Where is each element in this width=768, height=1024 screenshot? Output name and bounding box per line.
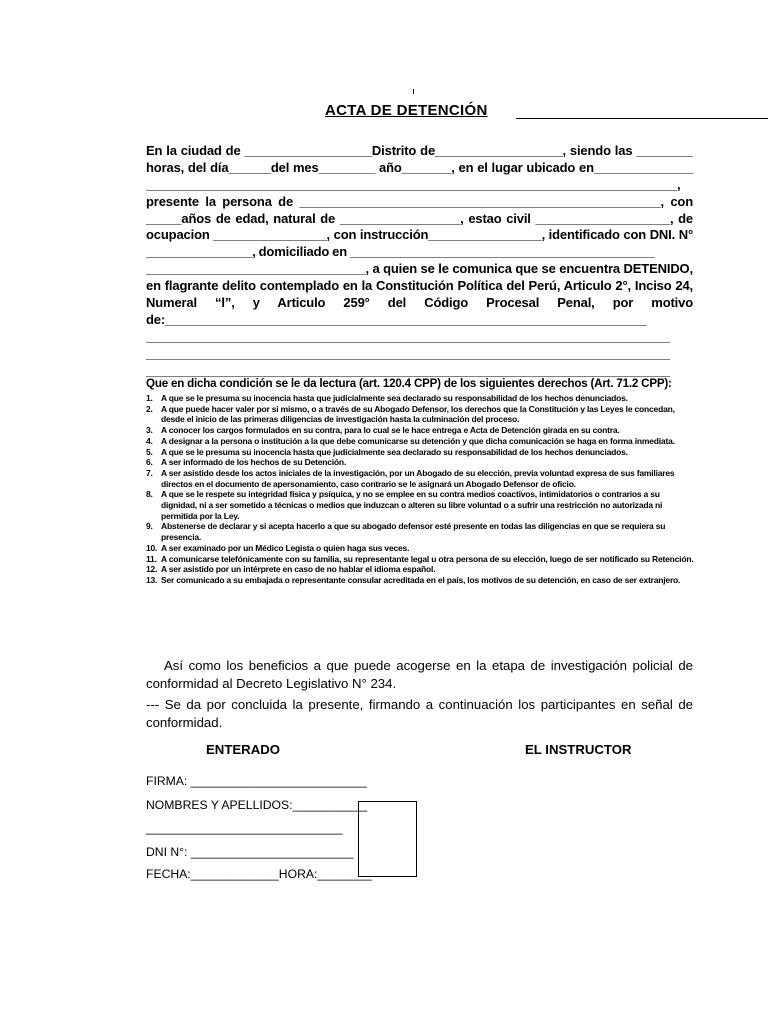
right-text: A que se le respete su integridad física y psíquica, y no se emplee en su contra medios coactivos, intimidatorios o contrarios a su dignidad, ni a ser sometido a técnicas o medios que induzcan o alteren su libre voluntad o a sufrir una restricción no autorizada ni permitida por la Ley. (161, 489, 663, 521)
right-number: 4. (146, 435, 153, 446)
nombres-continuation-field: _____________________________ (146, 821, 343, 835)
right-item (146, 489, 694, 521)
right-item (146, 447, 694, 458)
right-item (146, 404, 694, 425)
right-item (146, 543, 694, 554)
body-line-1: En la ciudad de __________________Distrito de__________________, siendo las ________ (146, 143, 693, 158)
header-tick-mark (413, 89, 414, 94)
signature-heading-instructor: EL INSTRUCTOR (525, 742, 632, 757)
right-number: 8. (146, 489, 153, 500)
right-item (146, 436, 694, 447)
body-line-8: _______________________________, a quien se le comunica que se encuentra DETENIDO, (146, 261, 693, 277)
right-number: 7. (146, 467, 153, 478)
right-number: 13. (146, 574, 158, 585)
right-text: A ser asistido desde los actos iniciales de la investigación, por un Abogado de su elección, previa voluntad expresa de sus familiares directos en el documento de apersonamiento, caso contrario se le asignará un Abogado Defensor de oficio. (161, 467, 675, 489)
right-text: A designar a la persona o institución a la que debe comunicarse su detención y que dicha comunicación se haga en forma inmediata. (161, 435, 675, 446)
right-text: A conocer los cargos formulados en su contra, para lo cual se le hace entrega e Acta de Detención girada en su contra. (161, 425, 620, 436)
rights-intro: Que en dicha condición se le da lectura (art. 120.4 CPP) de los siguientes derechos (Art. 71.2 CPP): (146, 377, 672, 390)
body-line-2: horas, del día______del mes________ año_______, en el lugar ubicado en______________ (146, 159, 693, 175)
right-text: A ser examinado por un Médico Legista o quien haga sus veces. (161, 542, 410, 553)
right-item (146, 425, 694, 436)
body-line-10: Numeral “l”, y Articulo 259° del Código Procesal Penal, por motivo (146, 295, 693, 311)
benefits-paragraph: Así como los beneficios a que puede acogerse en la etapa de investigación policial de conformidad al Decreto Legislativo N° 234. (146, 658, 693, 691)
fingerprint-box (358, 801, 417, 877)
body-line-4: presente la persona de ___________________________________________________, con (146, 193, 693, 209)
right-number: 12. (146, 564, 158, 575)
nombres-field: NOMBRES Y APELLIDOS:___________ (146, 798, 368, 812)
body-line-5: _____años de edad, natural de _________________, estao civil ___________________, de (146, 210, 693, 226)
right-item (146, 521, 694, 542)
right-item (146, 457, 694, 468)
right-text: Abstenerse de declarar y si acepta hacerlo a que su abogado defensor esté presente en todas las diligencias en que se requiera su presencia. (161, 521, 666, 543)
signature-heading-enterado: ENTERADO (206, 742, 280, 757)
detention-details-block (146, 143, 693, 379)
right-item (146, 554, 694, 565)
fecha-hora-field: FECHA:_____________HORA:________ (146, 867, 372, 881)
right-number: 3. (146, 425, 153, 436)
firma-field: FIRMA: __________________________ (146, 774, 367, 788)
document-title: ACTA DE DETENCIÓN (325, 102, 488, 119)
right-number: 5. (146, 446, 153, 457)
right-number: 11. (146, 553, 157, 564)
right-item (146, 393, 694, 404)
body-line-13: __________________________________________________________________________ (146, 345, 670, 361)
right-text: A que se le presuma su inocencia hasta que judicialmente sea declarado su responsabilidad de los hechos denunciados. (161, 446, 628, 457)
body-line-7: _______________, domiciliado en ___________________________________________ (146, 244, 655, 260)
rights-list (146, 393, 694, 586)
right-number: 6. (146, 457, 153, 468)
dni-field: DNI N°: ________________________ (146, 845, 354, 859)
body-line-9: en flagrante delito contemplado en la Constitución Política del Perú, Articulo 2°, Inciso 24, (146, 278, 693, 294)
right-item (146, 564, 694, 575)
conclusion-paragraph: --- Se da por concluida la presente, firmando a continuación los participantes en señal de conformidad. (146, 697, 693, 730)
right-text: A comunicarse telefónicamente con su familia, su representante legal u otra persona de su elección, luego de ser notificado su Retención. (161, 553, 694, 564)
body-line-11: de:____________________________________________________________________ (146, 311, 647, 327)
right-number: 1. (146, 393, 153, 403)
body-line-6: ocupacion ________________, con instrucción________________, identificado con DNI. N° (146, 227, 693, 243)
right-text: Ser comunicado a su embajada o representante consular acreditada en el país, los motivos de su detención, en caso de ser extranjero. (161, 574, 681, 585)
right-text: A que puede hacer valer por si mismo, o a través de su Abogado Defensor, los derechos que la Constitución y las Leyes le concedan, desde el inicio de las primeras diligencias de investigación hasta la culminación del proceso. (161, 403, 675, 425)
body-line-14: __________________________________________________________________________ (146, 362, 670, 378)
right-text: A que se le presuma su inocencia hasta que judicialmente sea declarado su responsabilidad de los hechos denunciados. (161, 393, 628, 403)
body-line-12: __________________________________________________________________________ (146, 328, 670, 344)
right-text: A ser asistido por un intérprete en caso de no hablar el idioma español. (161, 564, 436, 575)
right-item (146, 575, 694, 586)
right-number: 9. (146, 521, 153, 532)
right-number: 10. (146, 542, 158, 553)
body-line-3: ___________________________________________________________________________, (146, 176, 681, 192)
right-text: A ser informado de los hechos de su Detención. (161, 457, 347, 468)
title-underline-rule (516, 118, 768, 119)
right-item (146, 468, 694, 489)
right-number: 2. (146, 403, 153, 414)
